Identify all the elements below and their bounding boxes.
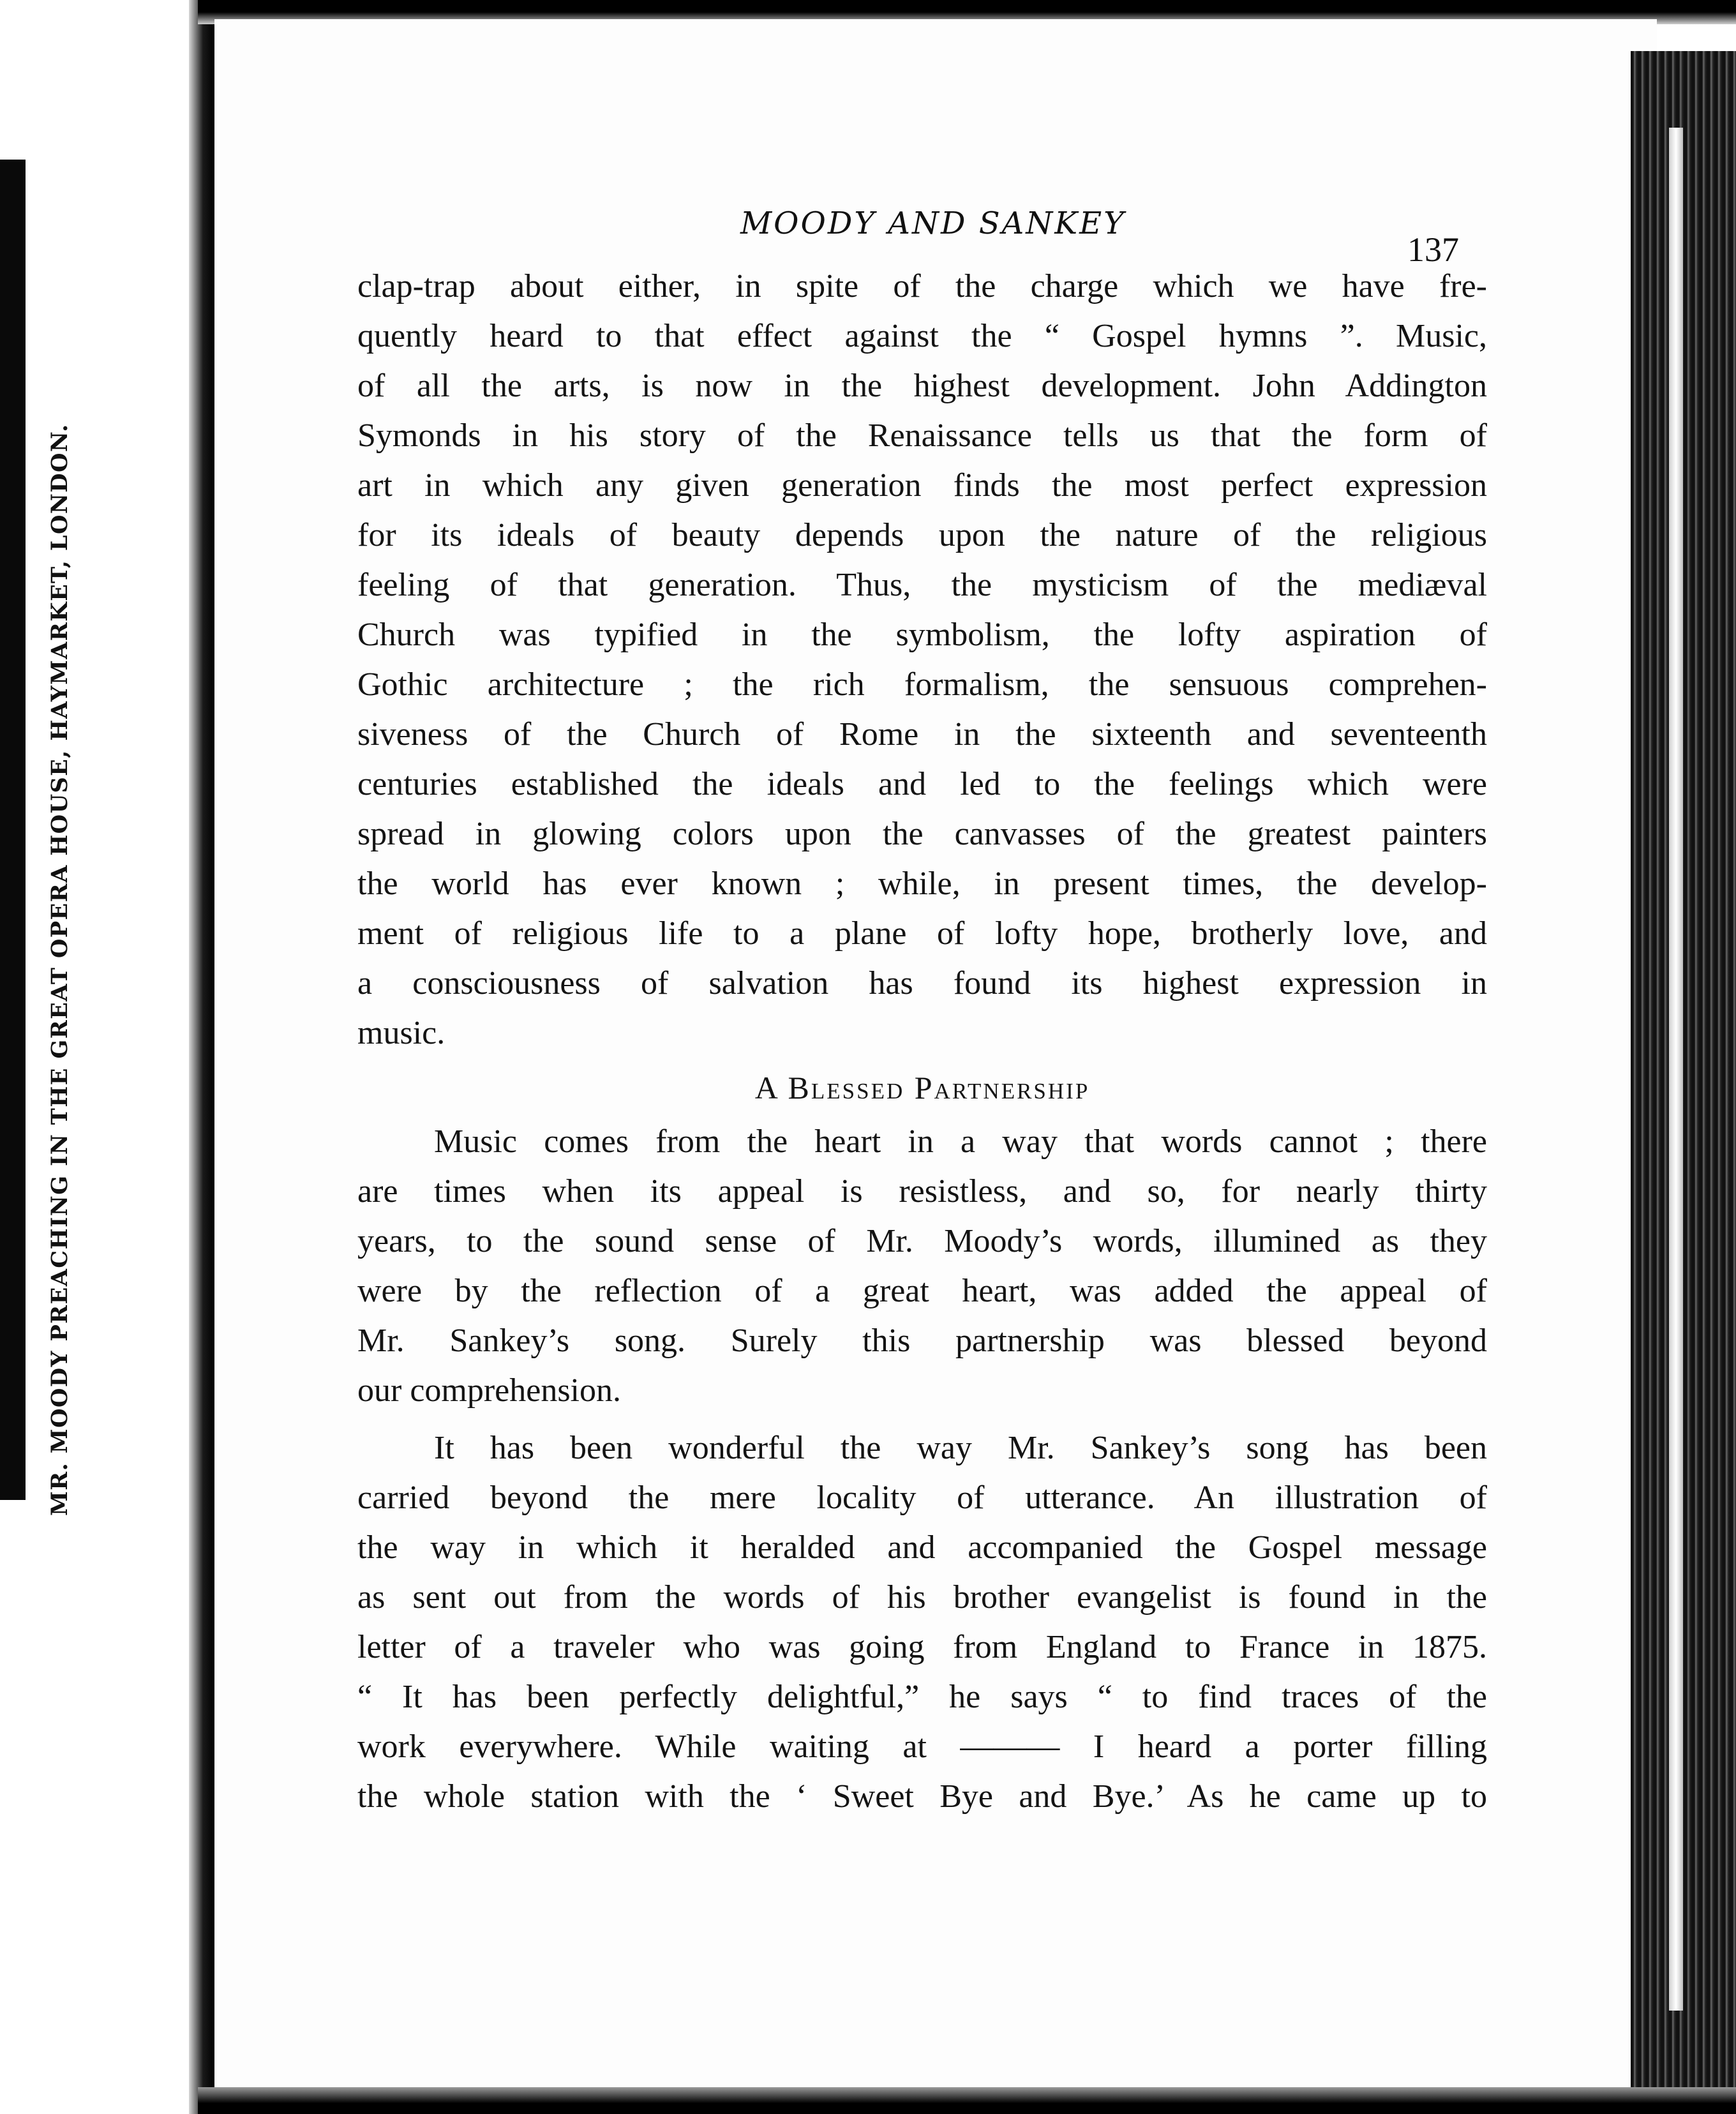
text-line: ment of religious life to a plane of lofty hope, brotherly love, and [357, 915, 1487, 952]
plate-caption: MR. MOODY PREACHING IN THE GREAT OPERA HOUSE, HAYMARKET, LONDON. [47, 423, 73, 1516]
text-line: of all the arts, is now in the highest development. John Addington [357, 368, 1487, 404]
text-line: “ It has been perfectly delightful,” he says “ to find traces of the [357, 1679, 1487, 1715]
text-line: art in which any given generation finds the most perfect expression [357, 467, 1487, 504]
text-line: It has been wonderful the way Mr. Sankey’s song has been [434, 1430, 1487, 1466]
text-line: quently heard to that effect against the “ Gospel hymns ”. Music, [357, 318, 1487, 354]
text-line: spread in glowing colors upon the canvasses of the greatest painters [357, 816, 1487, 852]
page-stack-highlight [1669, 128, 1683, 2011]
paragraph-1 [357, 262, 1487, 1058]
text-line: the world has ever known ; while, in present times, the develop- [357, 866, 1487, 902]
text-line: the way in which it heralded and accompanied the Gospel message [357, 1529, 1487, 1566]
text-line: siveness of the Church of Rome in the sixteenth and seventeenth [357, 716, 1487, 753]
bottom-page-edge [198, 2087, 1736, 2114]
text-line: centuries established the ideals and led to the feelings which were [357, 766, 1487, 802]
text-line: clap-trap about either, in spite of the charge which we have fre- [357, 268, 1487, 304]
page-number: 137 [1407, 230, 1459, 269]
running-head: MOODY AND SANKEY [740, 206, 1126, 241]
text-line: years, to the sound sense of Mr. Moody’s words, illumined as they [357, 1223, 1487, 1259]
facing-left-page [0, 0, 198, 2114]
text-line: music. [357, 1015, 445, 1051]
text-line: Mr. Sankey’s song. Surely this partnership was blessed beyond [357, 1323, 1487, 1359]
text-line: a consciousness of salvation has found its highest expression in [357, 965, 1487, 1001]
paragraph-2 [357, 1117, 1487, 1416]
text-line: were by the reflection of a great heart, was added the appeal of [357, 1273, 1487, 1309]
body-text [357, 262, 1487, 1822]
text-line: feeling of that generation. Thus, the mysticism of the mediæval [357, 567, 1487, 603]
text-line: Music comes from the heart in a way that words cannot ; there [434, 1123, 1487, 1160]
text-line: our comprehension. [357, 1372, 622, 1409]
text-line: the whole station with the ‘ Sweet Bye and Bye.’ As he came up to [357, 1778, 1487, 1815]
gutter-shadow [189, 0, 214, 2114]
text-line: Church was typified in the symbolism, the lofty aspiration of [357, 617, 1487, 653]
text-line: as sent out from the words of his brother evangelist is found in the [357, 1579, 1487, 1615]
paragraph-spacer [357, 1416, 1487, 1423]
text-line: are times when its appeal is resistless, and so, for nearly thirty [357, 1173, 1487, 1210]
page-stack-edges [1631, 51, 1736, 2113]
text-line: Gothic architecture ; the rich formalism, the sensuous comprehen- [357, 666, 1487, 703]
paragraph-3 [357, 1423, 1487, 1822]
text-line: for its ideals of beauty depends upon the nature of the religious [357, 517, 1487, 553]
text-line: letter of a traveler who was going from England to France in 1875. [357, 1629, 1487, 1665]
section-heading: A Blessed Partnership [754, 1070, 1090, 1106]
text-line: Symonds in his story of the Renaissance tells us that the form of [357, 417, 1487, 454]
plate-border [0, 160, 26, 1500]
text-line: work everywhere. While waiting at ——— I heard a porter filling [357, 1728, 1487, 1765]
text-line: carried beyond the mere locality of utterance. An illustration of [357, 1480, 1487, 1516]
